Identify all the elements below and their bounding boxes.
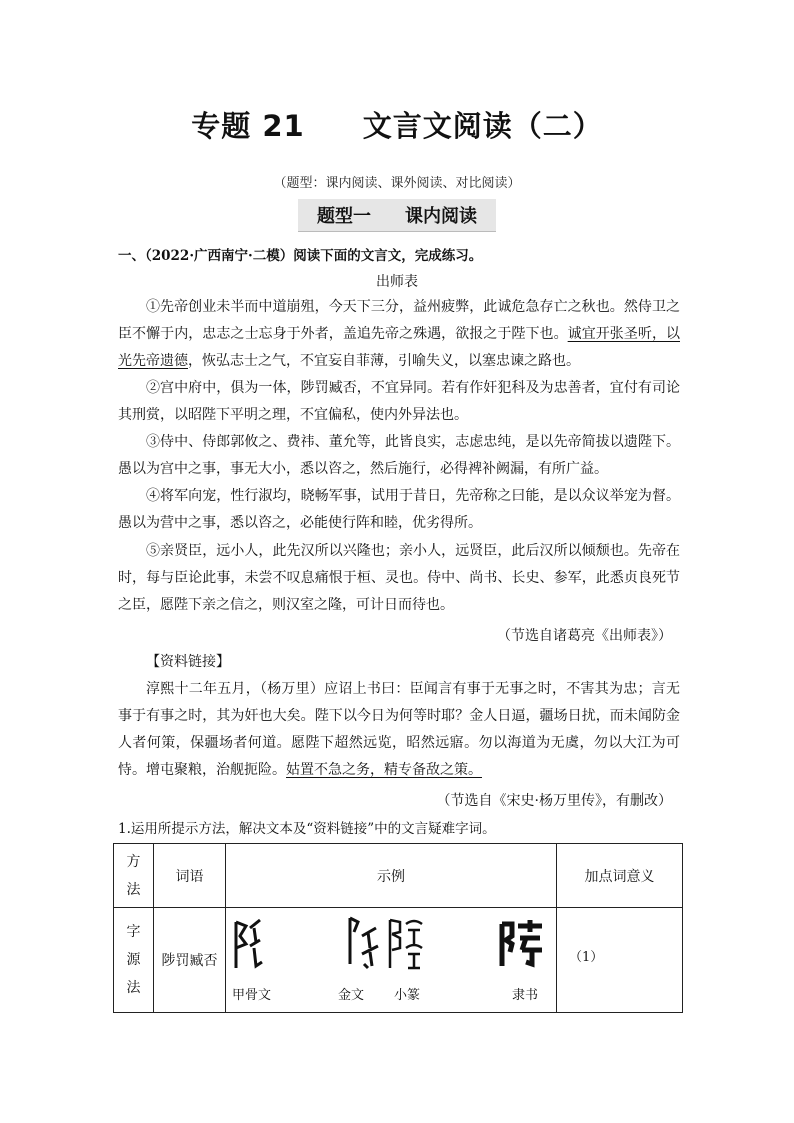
question-1: 1.运用所提示方法，解决文本及“资料链接”中的文言疑难字词。: [118, 821, 496, 837]
essay-source: （节选自诸葛亮《出师表》）: [497, 628, 672, 644]
underlined-sentence-2: 姑置不急之务，精专备敌之策。: [286, 762, 482, 778]
word-table: [113, 843, 683, 1013]
table-row: [114, 908, 683, 1013]
row-meaning-answer: （1）: [557, 908, 683, 1013]
label-clerical: 隶书: [512, 988, 539, 1003]
header-meaning: 加点词意义: [557, 844, 683, 908]
essay-paragraph-1-text: ①先帝创业未半而中道崩殂，今天下三分，益州疲弊，此诚危急存亡之秋也。然侍卫之臣不懈于内，忠志之士忘身于外者，盖追先帝之殊遇，欲报之于陛下也。: [118, 299, 680, 342]
row-word: 陟罚臧否: [154, 908, 226, 1013]
label-small-seal: 小篆: [394, 988, 421, 1003]
underlined-sentence-1: 诚宜开张圣听，以光先帝遗德: [118, 326, 680, 369]
label-oracle-bone: 甲骨文: [232, 988, 272, 1003]
row-example: [226, 908, 557, 1013]
clerical-script-glyph: [498, 918, 546, 970]
essay-paragraph-1-text-end: ，恢弘志士之气，不宜妄自菲薄，引喻失义，以塞忠谏之路也。: [188, 353, 580, 369]
header-word: 词语: [154, 844, 226, 908]
table-header-row: [114, 844, 683, 908]
question-types-subtitle: （题型：课内阅读、课外阅读、对比阅读）: [273, 176, 521, 191]
header-method: [114, 844, 154, 908]
link-paragraph: [118, 676, 680, 784]
question-heading: 一、（2022·广西南宁·二模）阅读下面的文言文，完成练习。: [118, 248, 483, 264]
title-topic-name: 文言文阅读（二）: [362, 109, 603, 143]
small-seal-glyph: [386, 916, 426, 972]
section-heading-name: 课内阅读: [405, 206, 477, 227]
row-method: [114, 908, 154, 1013]
row-method-text: 字源法: [126, 924, 141, 996]
link-source: （节选自《宋史·杨万里传》，有删改）: [436, 793, 672, 809]
link-heading: 【资料链接】: [146, 654, 230, 670]
bronze-script-glyph: [344, 914, 380, 970]
header-method-text: 方法: [126, 853, 141, 898]
oracle-bone-glyph: [232, 916, 264, 972]
label-bronze: 金文: [338, 988, 365, 1003]
essay-paragraph-1: [118, 294, 680, 375]
section-heading: [298, 199, 496, 232]
essay-title: 出师表: [376, 274, 418, 290]
header-example: 示例: [226, 844, 557, 908]
essay-paragraph-2: ②宫中府中，俱为一体，陟罚臧否，不宜异同。若有作奸犯科及为忠善者，宜付有司论其刑赏，以昭陛下平明之理，不宜偏私，使内外异法也。: [118, 380, 680, 423]
title-topic-number: 专题 21: [191, 109, 305, 143]
page-title: [0, 104, 794, 145]
essay-paragraph-5: ⑤亲贤臣，远小人，此先汉所以兴隆也；亲小人，远贤臣，此后汉所以倾颓也。先帝在时，每与臣论此事，未尝不叹息痛恨于桓、灵也。侍中、尚书、长史、参军，此悉贞良死节之臣，愿陛下亲之信之，则汉室之隆，可计日而待也。: [118, 543, 680, 613]
section-heading-number: 题型一: [317, 206, 371, 227]
essay-paragraph-4: ④将军向宠，性行淑均，晓畅军事，试用于昔日，先帝称之曰能，是以众议举宠为督。愚以为营中之事，悉以咨之，必能使行阵和睦，优劣得所。: [118, 488, 680, 531]
essay-paragraph-3: ③侍中、侍郎郭攸之、费祎、董允等，此皆良实，志虑忠纯，是以先帝简拔以遗陛下。愚以为宫中之事，事无大小，悉以咨之，然后施行，必得裨补阙漏，有所广益。: [118, 434, 680, 477]
link-paragraph-text: 淳熙十二年五月，（杨万里）应诏上书曰：臣闻言有事于无事之时，不害其为忠；言无事于有事之时，其为奸也大矣。陛下以今日为何等时耶？金人日逼，疆场日扰，而未闻防金人者何策，保疆场者何道。愿陛下超然远览，昭然远寤。勿以海道为无虞，勿以大江为可恃。增屯聚粮，治舰扼险。: [118, 681, 680, 778]
